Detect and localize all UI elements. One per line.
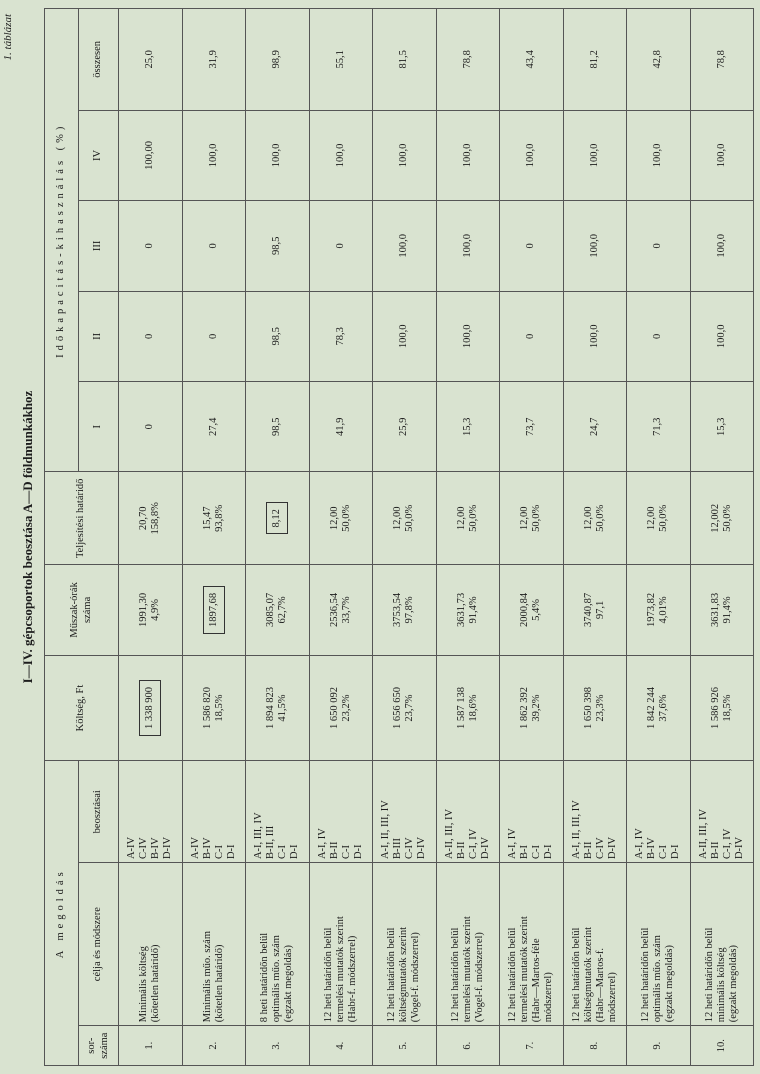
table-caption: 1. táblázat <box>2 14 14 61</box>
row-cap-total: 81,2 <box>563 9 627 111</box>
row-deadline-value <box>583 475 607 561</box>
row-number: 2. <box>182 1026 246 1066</box>
row-cost <box>309 655 373 761</box>
allocation-line: D-IV <box>479 836 491 860</box>
value-line: 4,9% <box>150 598 162 621</box>
value-line: 8,12 <box>271 509 283 528</box>
allocation-line: D-I <box>670 844 682 860</box>
header-teljesitesi: Teljesítési határidő <box>45 472 119 565</box>
row-cap-total: 81,5 <box>373 9 437 111</box>
row-cap-iii: 100,0 <box>563 201 627 291</box>
row-number: 7. <box>500 1026 564 1066</box>
purpose-line: 8 heti határidőn belül <box>259 932 271 1023</box>
row-cost-value <box>456 659 480 758</box>
allocation-line: B-IV <box>201 837 213 860</box>
row-shift-hours-value <box>710 568 734 651</box>
header-idokapacitas: Időkapacitás-kihasználás (%) <box>45 9 79 472</box>
row-number: 10. <box>690 1026 754 1066</box>
table-row <box>309 9 373 1066</box>
row-deadline-value <box>138 475 162 561</box>
row-deadline <box>690 472 754 565</box>
allocation-line: B-II <box>709 841 721 860</box>
row-deadline <box>500 472 564 565</box>
allocation-line: D-IV <box>162 836 174 860</box>
header-sor: sor-száma <box>79 1026 119 1066</box>
row-cap-i: 98,5 <box>246 382 310 472</box>
value-line: 12,00 <box>646 506 658 531</box>
row-cap-iii: 98,5 <box>246 201 310 291</box>
table-body <box>119 9 754 1066</box>
row-cap-iv: 100,0 <box>246 110 310 200</box>
row-cap-iv: 100,0 <box>690 110 754 200</box>
row-cap-ii: 100,0 <box>436 291 500 381</box>
purpose-line: termelési mutatók szerint <box>334 916 346 1023</box>
value-line: 33,7% <box>340 596 352 624</box>
row-cap-iv: 100,0 <box>182 110 246 200</box>
value-line: 5,4% <box>531 598 543 621</box>
value-line: 3740,87 <box>582 592 594 627</box>
value-line: 23,3% <box>594 694 606 722</box>
row-shift-hours-value <box>646 568 670 651</box>
purpose-line: módszerrel) <box>606 972 618 1023</box>
row-purpose <box>563 863 627 1026</box>
purpose-line: (kötetlen határidő) <box>213 944 225 1023</box>
row-shift-hours <box>373 565 437 655</box>
row-shift-hours-value <box>456 568 480 651</box>
table-row <box>182 9 246 1066</box>
row-deadline <box>627 472 691 565</box>
allocation-line: A-I, IV <box>634 828 646 860</box>
header-col-iii: III <box>79 201 119 291</box>
purpose-line: (Vogel-f. módszerrel) <box>410 932 422 1023</box>
table-row <box>373 9 437 1066</box>
row-cap-iv: 100,0 <box>500 110 564 200</box>
row-cap-ii: 0 <box>182 291 246 381</box>
row-allocation <box>309 761 373 863</box>
purpose-line: (Vogel-f. módszerrel) <box>473 932 485 1023</box>
row-cap-total: 31,9 <box>182 9 246 111</box>
row-cap-i: 41,9 <box>309 382 373 472</box>
row-cap-total: 43,4 <box>500 9 564 111</box>
value-line: 3631,73 <box>455 592 467 627</box>
row-shift-hours-value <box>392 568 416 651</box>
row-cap-ii: 78,3 <box>309 291 373 381</box>
row-cap-total: 78,8 <box>690 9 754 111</box>
row-cap-iii: 0 <box>309 201 373 291</box>
value-line: 3753,54 <box>392 592 404 627</box>
row-cost <box>627 655 691 761</box>
row-allocation <box>690 761 754 863</box>
allocation-line: D-IV <box>416 836 428 860</box>
row-allocation <box>246 761 310 863</box>
row-purpose <box>436 863 500 1026</box>
row-number: 8. <box>563 1026 627 1066</box>
value-line: 93,8% <box>213 504 225 532</box>
row-deadline <box>119 472 183 565</box>
purpose-line: minimális költség <box>715 947 727 1023</box>
value-line: 18,6% <box>467 694 479 722</box>
allocation-line: B-IV <box>150 837 162 860</box>
allocation-line: D-IV <box>606 836 618 860</box>
row-cap-ii: 98,5 <box>246 291 310 381</box>
row-number: 4. <box>309 1026 373 1066</box>
row-deadline <box>373 472 437 565</box>
row-cost-value <box>710 659 734 758</box>
value-line: 12,00 <box>328 506 340 531</box>
value-line: 1973,82 <box>646 592 658 627</box>
purpose-line: költségmutatók szerint <box>582 926 594 1023</box>
row-allocation <box>182 761 246 863</box>
row-allocation <box>500 761 564 863</box>
allocation-line: A-I, IV <box>507 828 519 860</box>
row-cost <box>119 655 183 761</box>
table-row <box>500 9 564 1066</box>
row-cap-i: 24,7 <box>563 382 627 472</box>
row-cap-i: 71,3 <box>627 382 691 472</box>
allocation-line: A-IV <box>189 836 201 860</box>
row-purpose <box>246 863 310 1026</box>
allocation-line: A-IV <box>126 836 138 860</box>
row-cap-iv: 100,0 <box>563 110 627 200</box>
row-allocation <box>373 761 437 863</box>
purpose-line: költségmutatók szerint <box>398 926 410 1023</box>
purpose-line: (egzakt megoldás) <box>664 945 676 1023</box>
row-purpose <box>373 863 437 1026</box>
row-shift-hours-value <box>203 586 225 634</box>
header-col-osszesen: összesen <box>79 9 119 111</box>
row-cap-iii: 0 <box>182 201 246 291</box>
allocation-line: D-I <box>543 844 555 860</box>
allocation-line: B-II <box>455 841 467 860</box>
row-deadline-value <box>519 475 543 561</box>
row-deadline-value <box>392 475 416 561</box>
value-line: 3085,07 <box>265 592 277 627</box>
value-line: 37,6% <box>658 694 670 722</box>
purpose-line: (Habr-f. módszerrel) <box>346 935 358 1023</box>
value-line: 50,0% <box>531 504 543 532</box>
allocation-line: C-IV <box>138 837 150 860</box>
row-cap-i: 73,7 <box>500 382 564 472</box>
row-allocation <box>627 761 691 863</box>
purpose-line: (Habr—Martos-f. <box>594 947 606 1023</box>
row-cost-value <box>329 659 353 758</box>
allocation-line: C-I, IV <box>721 828 733 860</box>
row-cap-iii: 100,0 <box>436 201 500 291</box>
value-line: 50,0% <box>404 504 416 532</box>
value-line: 1 586 820 <box>201 687 213 730</box>
value-line: 97,1 <box>594 600 606 620</box>
row-deadline-value <box>646 475 670 561</box>
value-line: 41,5% <box>277 694 289 722</box>
value-line: 39,2% <box>531 694 543 722</box>
row-cost-value <box>202 659 226 758</box>
allocation-line: D-I <box>225 844 237 860</box>
purpose-line: Minimális költség <box>138 946 150 1023</box>
row-cap-iii: 0 <box>500 201 564 291</box>
allocation-line: C-I <box>213 845 225 860</box>
row-cost <box>500 655 564 761</box>
value-line: 1991,30 <box>138 592 150 627</box>
allocation-line: B-IV <box>646 837 658 860</box>
row-shift-hours <box>246 565 310 655</box>
table-row <box>436 9 500 1066</box>
row-cap-ii: 100,0 <box>373 291 437 381</box>
table-row <box>119 9 183 1066</box>
row-allocation <box>119 761 183 863</box>
allocation-line: A-I, IV <box>316 828 328 860</box>
row-shift-hours-value <box>583 568 607 651</box>
row-deadline-value <box>329 475 353 561</box>
purpose-line: 12 heti határidőn belül <box>449 927 461 1023</box>
value-line: 18,5% <box>213 694 225 722</box>
value-line: 1897,68 <box>207 592 219 627</box>
row-cost <box>436 655 500 761</box>
value-line: 18,5% <box>721 694 733 722</box>
row-cap-iii: 100,0 <box>373 201 437 291</box>
value-line: 12,00 <box>582 506 594 531</box>
row-cap-i: 15,3 <box>436 382 500 472</box>
header-col-i: I <box>79 382 119 472</box>
value-line: 1 587 138 <box>455 687 467 730</box>
value-line: 23,7% <box>404 694 416 722</box>
row-number: 5. <box>373 1026 437 1066</box>
row-shift-hours <box>500 565 564 655</box>
row-deadline <box>246 472 310 565</box>
row-purpose <box>119 863 183 1026</box>
header-muszak: Műszak-órák száma <box>45 565 119 655</box>
value-line: 50,0% <box>658 504 670 532</box>
purpose-line: 12 heti határidőn belül <box>507 927 519 1023</box>
table-row <box>563 9 627 1066</box>
row-cost-value <box>265 659 289 758</box>
row-number: 6. <box>436 1026 500 1066</box>
header-celja: célja és módszere <box>79 863 119 1026</box>
row-cap-ii: 0 <box>627 291 691 381</box>
row-shift-hours-value <box>329 568 353 651</box>
value-line: 91,4% <box>721 596 733 624</box>
row-shift-hours <box>563 565 627 655</box>
row-cost <box>373 655 437 761</box>
row-shift-hours <box>119 565 183 655</box>
purpose-line: (kötetlen határidő) <box>150 944 162 1023</box>
row-cost <box>246 655 310 761</box>
value-line: 1 656 650 <box>392 687 404 730</box>
row-shift-hours <box>627 565 691 655</box>
row-cap-iv: 100,00 <box>119 110 183 200</box>
value-line: 50,0% <box>721 504 733 532</box>
table-title: I—IV. gépcsoportok beosztása A—D földmunkákhoz <box>20 390 35 684</box>
value-line: 12,00 <box>519 506 531 531</box>
purpose-line: 12 heti határidőn belül <box>640 927 652 1023</box>
header-megoldas: A megoldás <box>45 761 79 1066</box>
value-line: 12,00 <box>455 506 467 531</box>
value-line: 97,8% <box>404 596 416 624</box>
allocation-line: A-II, III, IV <box>697 808 709 860</box>
header-beosztas: beosztásai <box>79 761 119 863</box>
row-cap-i: 15,3 <box>690 382 754 472</box>
row-cost-value <box>583 659 607 758</box>
purpose-line: (Habr—Martos-féle <box>531 938 543 1023</box>
value-line: 23,2% <box>340 694 352 722</box>
row-cap-ii: 100,0 <box>563 291 627 381</box>
value-line: 50,0% <box>340 504 352 532</box>
value-line: 91,4% <box>467 596 479 624</box>
value-line: 1 862 392 <box>519 687 531 730</box>
row-shift-hours <box>182 565 246 655</box>
row-purpose <box>182 863 246 1026</box>
row-cost <box>690 655 754 761</box>
purpose-line: (egzakt megoldás) <box>727 945 739 1023</box>
purpose-line: 12 heti határidőn belül <box>322 927 334 1023</box>
allocation-line: B-II <box>328 841 340 860</box>
row-cap-iii: 0 <box>627 201 691 291</box>
allocation-line: C-IV <box>594 837 606 860</box>
allocation-line: B-II <box>582 841 594 860</box>
allocation-line: A-II, III, IV <box>443 808 455 860</box>
row-cap-iv: 100,0 <box>373 110 437 200</box>
row-purpose <box>500 863 564 1026</box>
value-line: 62,7% <box>277 596 289 624</box>
header-koltseg: Költség, Ft <box>45 655 119 761</box>
allocation-line: D-I <box>289 844 301 860</box>
allocation-line: B-I <box>519 845 531 860</box>
purpose-line: termelési mutatók szerint <box>519 916 531 1023</box>
purpose-line: termelési mutatók szerint <box>461 916 473 1023</box>
row-cost-value <box>392 659 416 758</box>
row-shift-hours-value <box>519 568 543 651</box>
purpose-line: Minimális műo. szám <box>201 931 213 1023</box>
row-cap-i: 25,9 <box>373 382 437 472</box>
row-deadline <box>309 472 373 565</box>
row-cap-iii: 100,0 <box>690 201 754 291</box>
row-cost <box>182 655 246 761</box>
allocation-line: C-I <box>658 845 670 860</box>
value-line: 50,0% <box>467 504 479 532</box>
value-line: 2000,84 <box>519 592 531 627</box>
row-deadline <box>563 472 627 565</box>
allocation-line: D-I <box>352 844 364 860</box>
value-line: 1 338 900 <box>144 687 156 730</box>
table-row <box>627 9 691 1066</box>
row-cap-ii: 100,0 <box>690 291 754 381</box>
allocation-line: B-II, III <box>265 825 277 860</box>
row-cost <box>563 655 627 761</box>
purpose-line: módszerrel) <box>543 972 555 1023</box>
row-number: 1. <box>119 1026 183 1066</box>
table-row <box>246 9 310 1066</box>
header-col-ii: II <box>79 291 119 381</box>
allocation-line: C-I, IV <box>467 828 479 860</box>
value-line: 158,8% <box>150 502 162 535</box>
value-line: 1 650 092 <box>328 687 340 730</box>
row-allocation <box>563 761 627 863</box>
value-line: 50,0% <box>594 504 606 532</box>
allocation-line: A-I, III, IV <box>253 812 265 860</box>
value-line: 15,47 <box>201 506 213 531</box>
row-cost-value <box>519 659 543 758</box>
row-cap-i: 0 <box>119 382 183 472</box>
row-cap-iv: 100,0 <box>627 110 691 200</box>
allocation-line: C-I <box>340 845 352 860</box>
row-cap-ii: 0 <box>500 291 564 381</box>
allocation-line: C-IV <box>404 837 416 860</box>
row-cap-total: 55,1 <box>309 9 373 111</box>
value-line: 1 586 926 <box>709 687 721 730</box>
allocation-line: A-I, II, III, IV <box>570 800 582 860</box>
allocation-line: D-IV <box>733 836 745 860</box>
row-cap-ii: 0 <box>119 291 183 381</box>
value-line: 1 894 823 <box>265 687 277 730</box>
value-line: 1 842 244 <box>646 687 658 730</box>
row-deadline <box>436 472 500 565</box>
row-cap-total: 42,8 <box>627 9 691 111</box>
purpose-line: 12 heti határidőn belül <box>386 927 398 1023</box>
row-cost-value <box>139 680 161 736</box>
row-shift-hours-value <box>265 568 289 651</box>
allocation-line: A-I, II, III, IV <box>380 800 392 860</box>
value-line: 12,00 <box>392 506 404 531</box>
header-col-iv: IV <box>79 110 119 200</box>
value-line: 3631,83 <box>709 592 721 627</box>
row-purpose <box>690 863 754 1026</box>
allocation-line: C-I <box>531 845 543 860</box>
row-purpose <box>309 863 373 1026</box>
table-row <box>690 9 754 1066</box>
row-cap-i: 27,4 <box>182 382 246 472</box>
row-shift-hours-value <box>138 568 162 651</box>
purpose-line: (egzakt megoldás) <box>283 945 295 1023</box>
allocation-table <box>44 8 754 1066</box>
row-cost-value <box>646 659 670 758</box>
purpose-line: optimális műo. szám <box>652 935 664 1023</box>
purpose-line: 12 heti határidőn belül <box>570 927 582 1023</box>
purpose-line: 12 heti határidőn belül <box>703 927 715 1023</box>
allocation-line: C-I <box>277 845 289 860</box>
value-line: 4,01% <box>658 596 670 624</box>
row-cap-iv: 100,0 <box>309 110 373 200</box>
purpose-line: optimális műo. szám <box>271 935 283 1023</box>
value-line: 1 650 398 <box>582 687 594 730</box>
value-line: 2536,54 <box>328 592 340 627</box>
row-deadline-value <box>266 502 288 534</box>
row-cap-iii: 0 <box>119 201 183 291</box>
row-purpose <box>627 863 691 1026</box>
value-line: 12,002 <box>709 503 721 533</box>
allocation-line: B-III <box>392 838 404 860</box>
row-cap-total: 98,9 <box>246 9 310 111</box>
row-cap-total: 78,8 <box>436 9 500 111</box>
row-number: 9. <box>627 1026 691 1066</box>
row-deadline-value <box>710 475 734 561</box>
row-shift-hours <box>309 565 373 655</box>
row-deadline-value <box>456 475 480 561</box>
row-cap-iv: 100,0 <box>436 110 500 200</box>
row-deadline-value <box>202 475 226 561</box>
row-cap-total: 25,0 <box>119 9 183 111</box>
row-shift-hours <box>690 565 754 655</box>
value-line: 20,70 <box>138 506 150 531</box>
row-deadline <box>182 472 246 565</box>
row-number: 3. <box>246 1026 310 1066</box>
row-shift-hours <box>436 565 500 655</box>
row-allocation <box>436 761 500 863</box>
